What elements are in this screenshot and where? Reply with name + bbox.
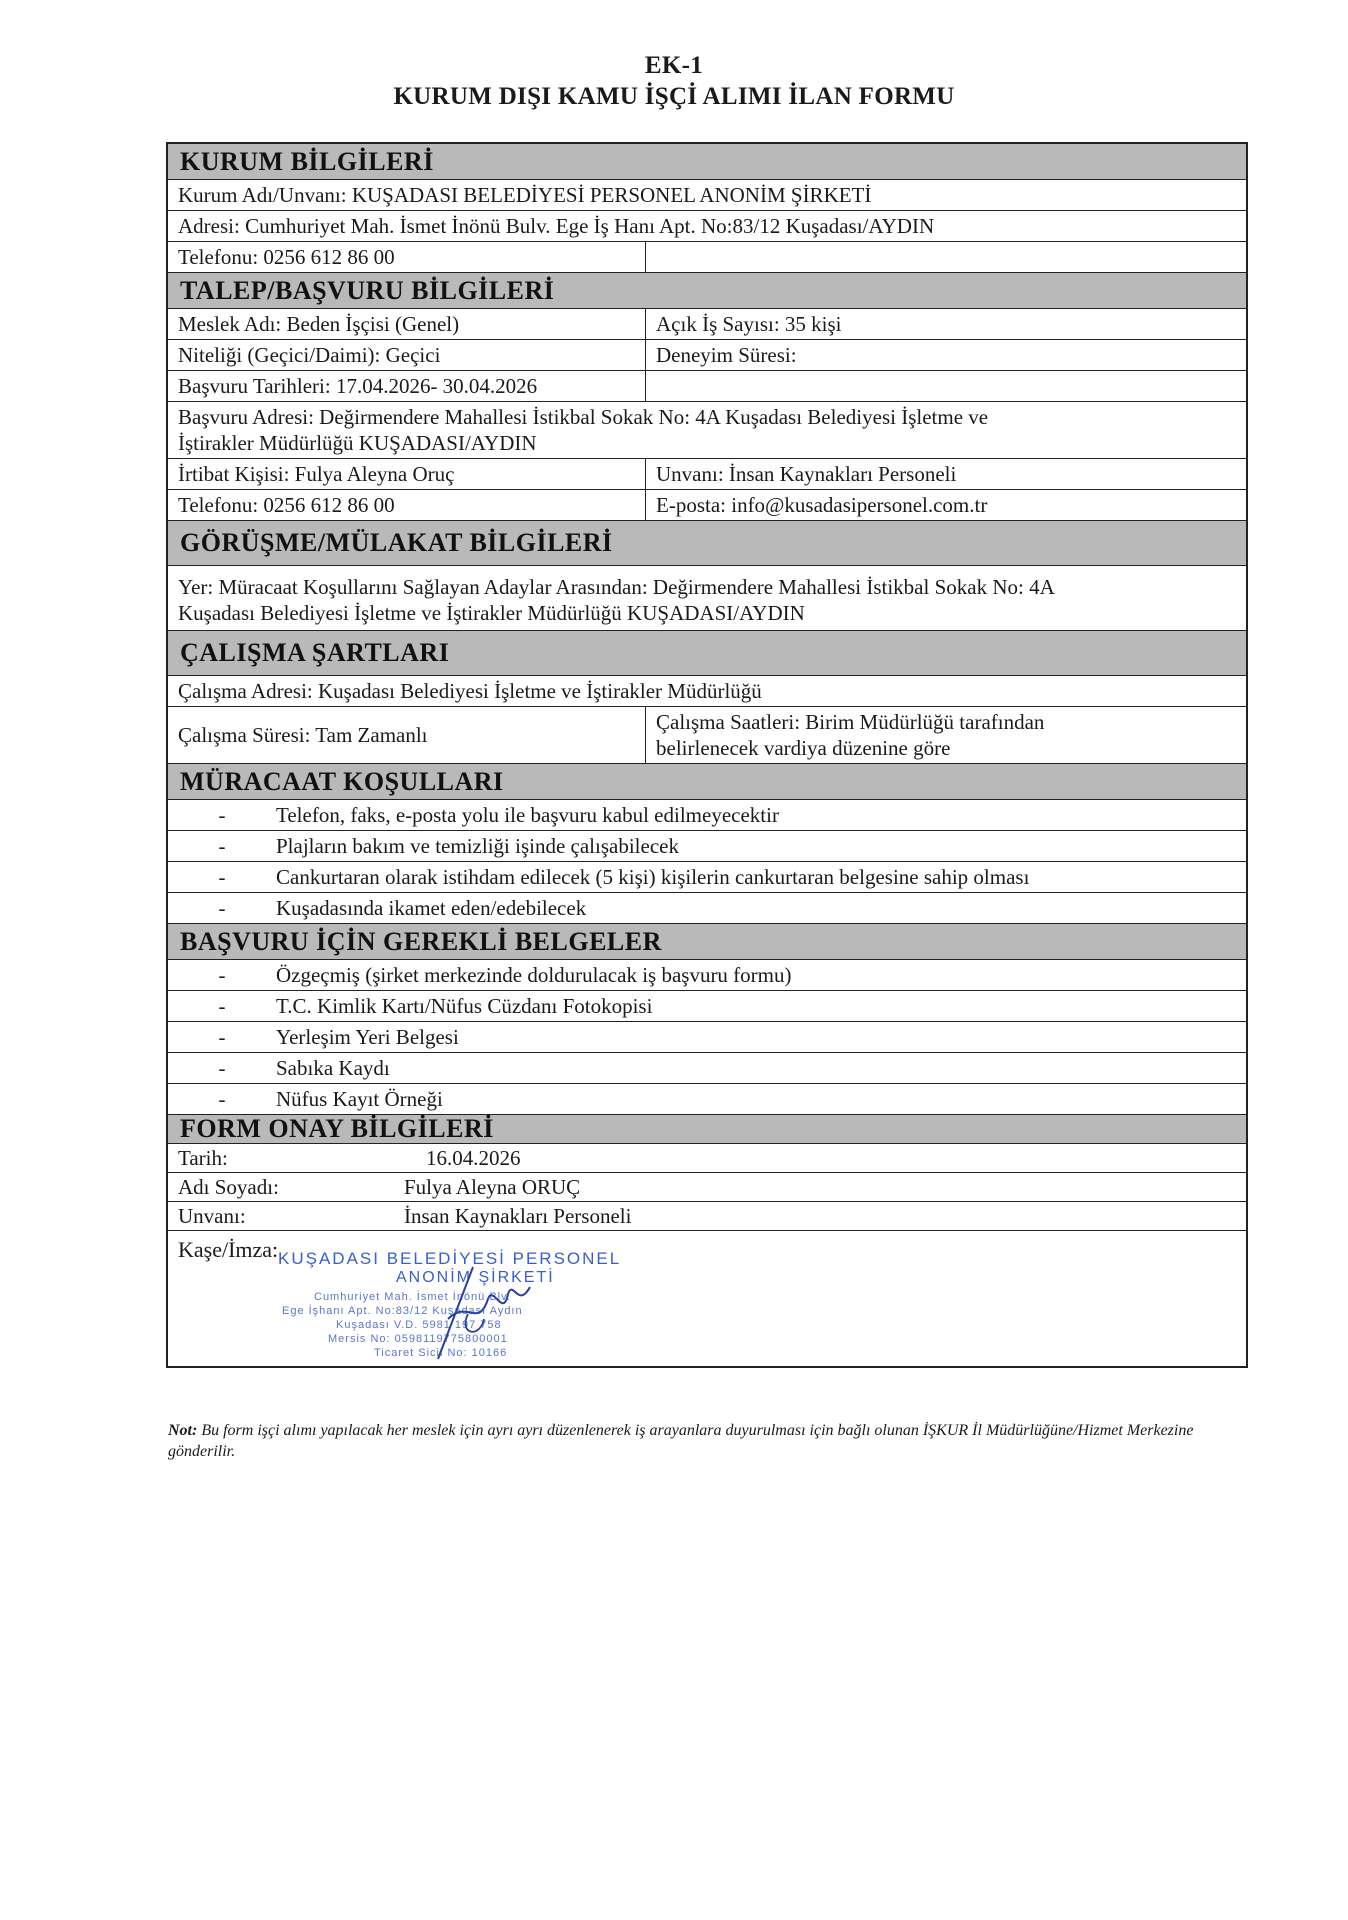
list-item: - Cankurtaran olarak istihdam edilecek (5 kişi) kişilerin cankurtaran belgesine sahip olması — [168, 862, 1246, 893]
stamp-line1: KUŞADASI BELEDİYESİ PERSONEL — [278, 1249, 622, 1268]
document-code: EK-1 — [644, 52, 704, 79]
section-onay-heading: FORM ONAY BİLGİLERİ — [168, 1115, 1246, 1144]
stamp-small4: Mersis No: 0598119775800001 — [328, 1333, 508, 1345]
gorusme-yer-row — [168, 566, 1246, 631]
onay-tarih-label: Tarih: — [178, 1146, 228, 1170]
calisma-adresi: Çalışma Adresi: Kuşadası Belediyesi İşletme ve İştirakler Müdürlüğü — [178, 679, 762, 703]
kurum-name-row — [168, 180, 1246, 211]
kurum-phone-row — [168, 242, 1246, 273]
stamp-line2: ANONİM ŞİRKETİ — [396, 1269, 555, 1286]
gorusme-yer-line1: Yer: Müracaat Koşullarını Sağlayan Adaylar Arasından: Değirmendere Mahallesi İstikbal Sokak No: 4A — [178, 575, 1055, 599]
belge-item-2: T.C. Kimlik Kartı/Nüfus Cüzdanı Fotokopisi — [276, 994, 653, 1018]
list-item: - T.C. Kimlik Kartı/Nüfus Cüzdanı Fotokopisi — [168, 991, 1246, 1022]
kurum-address: Adresi: Cumhuriyet Mah. İsmet İnönü Bulv. Ege İş Hanı Apt. No:83/12 Kuşadası/AYDIN — [178, 214, 935, 238]
section-belgeler-heading: BAŞVURU İÇİN GEREKLİ BELGELER — [168, 924, 1246, 960]
kurum-phone: Telefonu: 0256 612 86 00 — [168, 242, 646, 272]
document-header — [0, 50, 1348, 112]
kurum-address-row — [168, 211, 1246, 242]
stamp-small1: Cumhuriyet Mah. İsmet İnönü Blv. — [314, 1291, 511, 1303]
list-item: - Plajların bakım ve temizliği işinde çalışabilecek — [168, 831, 1246, 862]
list-item: - Sabıka Kaydı — [168, 1053, 1246, 1084]
footer-note — [168, 1420, 1228, 1462]
belge-item-5: Nüfus Kayıt Örneği — [276, 1087, 443, 1111]
talep-tarih-row — [168, 371, 1246, 402]
onay-ad-row — [168, 1173, 1246, 1202]
irtibat-unvan: Unvanı: İnsan Kaynakları Personeli — [656, 462, 957, 486]
onay-unvan-row — [168, 1202, 1246, 1231]
onay-tarih-row — [168, 1144, 1246, 1173]
basvuru-tarihleri-empty — [646, 371, 1246, 401]
section-muracaat-heading: MÜRACAAT KOŞULLARI — [168, 764, 1246, 800]
kurum-phone-empty — [646, 242, 1246, 272]
stamp-small3: Kuşadası V.D. 5981 197 758 — [336, 1319, 502, 1331]
list-item: - Özgeçmiş (şirket merkezinde doldurulacak iş başvuru formu) — [168, 960, 1246, 991]
belgeler-list — [168, 960, 1246, 1115]
calisma-sure-row — [168, 707, 1246, 764]
kurum-name: Kurum Adı/Unvanı: KUŞADASI BELEDİYESİ PERSONEL ANONİM ŞİRKETİ — [178, 183, 872, 207]
document-title: KURUM DIŞI KAMU İŞÇİ ALIMI İLAN FORMU — [393, 83, 955, 110]
list-item: - Telefon, faks, e-posta yolu ile başvuru kabul edilmeyecektir — [168, 800, 1246, 831]
stamp-small5: Ticaret Sicil No: 10166 — [374, 1347, 508, 1359]
list-item: - Nüfus Kayıt Örneği — [168, 1084, 1246, 1115]
meslek-adi: Meslek Adı: Beden İşçisi (Genel) — [168, 309, 646, 339]
basvuru-adresi-line1: Başvuru Adresi: Değirmendere Mahallesi İstikbal Sokak No: 4A Kuşadası Belediyesi İşletme ve — [178, 405, 989, 429]
section-calisma-heading: ÇALIŞMA ŞARTLARI — [168, 631, 1246, 676]
talep-telefon: Telefonu: 0256 612 86 00 — [168, 490, 646, 520]
deneyim-suresi: Deneyim Süresi: — [656, 343, 797, 367]
calisma-adres-row — [168, 676, 1246, 707]
section-gorusme-heading: GÖRÜŞME/MÜLAKAT BİLGİLERİ — [168, 521, 1246, 566]
onay-tarih-value: 16.04.2026 — [426, 1146, 521, 1170]
onay-ad-value: Fulya Aleyna ORUÇ — [404, 1175, 581, 1199]
kase-imza-area — [168, 1231, 1246, 1366]
talep-irtibat-row — [168, 459, 1246, 490]
section-kurum-heading: KURUM BİLGİLERİ — [168, 144, 1246, 180]
basvuru-adresi — [168, 402, 1246, 458]
belge-item-3: Yerleşim Yeri Belgesi — [276, 1025, 459, 1049]
note-text: Bu form işçi alımı yapılacak her meslek için ayrı ayrı düzenlenerek iş arayanlara duyurulması için bağlı olunan İŞKUR İl Müdürlüğüne/Hizmet Merkezine gönderilir. — [168, 1422, 1194, 1460]
talep-eposta: E-posta: info@kusadasipersonel.com.tr — [656, 493, 988, 517]
list-item: - Kuşadasında ikamet eden/edebilecek — [168, 893, 1246, 924]
talep-iletisim-row — [168, 490, 1246, 521]
muracaat-item-2: Plajların bakım ve temizliği işinde çalışabilecek — [276, 834, 679, 858]
muracaat-item-3: Cankurtaran olarak istihdam edilecek (5 kişi) kişilerin cankurtaran belgesine sahip olması — [276, 865, 1030, 889]
note-label: Not: — [168, 1422, 198, 1439]
talep-meslek-row — [168, 309, 1246, 340]
calisma-suresi: Çalışma Süresi: Tam Zamanlı — [168, 707, 646, 763]
signature-icon — [418, 1259, 538, 1364]
acik-is-sayisi: Açık İş Sayısı: 35 kişi — [656, 312, 842, 336]
muracaat-item-1: Telefon, faks, e-posta yolu ile başvuru kabul edilmeyecektir — [276, 803, 779, 827]
onay-unvan-label: Unvanı: — [178, 1204, 246, 1228]
section-talep-heading: TALEP/BAŞVURU BİLGİLERİ — [168, 273, 1246, 309]
talep-adres-row — [168, 402, 1246, 459]
stamp-small2: Ege İşhanı Apt. No:83/12 Kuşadası Aydın — [282, 1305, 523, 1317]
gorusme-yer — [168, 566, 1246, 630]
company-stamp — [278, 1249, 658, 1364]
irtibat-kisisi: İrtibat Kişisi: Fulya Aleyna Oruç — [168, 459, 646, 489]
muracaat-item-4: Kuşadasında ikamet eden/edebilecek — [276, 896, 587, 920]
nitelik: Niteliği (Geçici/Daimi): Geçici — [168, 340, 646, 370]
calisma-saatleri-line2: belirlenecek vardiya düzenine göre — [656, 736, 951, 760]
kase-imza-label: Kaşe/İmza: — [178, 1237, 279, 1262]
onay-ad-label: Adı Soyadı: — [178, 1175, 279, 1199]
application-form — [166, 142, 1248, 1368]
onay-unvan-value: İnsan Kaynakları Personeli — [404, 1204, 632, 1228]
belge-item-4: Sabıka Kaydı — [276, 1056, 390, 1080]
talep-nitelik-row — [168, 340, 1246, 371]
basvuru-tarihleri: Başvuru Tarihleri: 17.04.2026- 30.04.2026 — [168, 371, 646, 401]
gorusme-yer-line2: Kuşadası Belediyesi İşletme ve İştirakler Müdürlüğü KUŞADASI/AYDIN — [178, 601, 805, 625]
belge-item-1: Özgeçmiş (şirket merkezinde doldurulacak iş başvuru formu) — [276, 963, 792, 987]
basvuru-adresi-line2: İştirakler Müdürlüğü KUŞADASI/AYDIN — [178, 431, 537, 455]
calisma-saatleri — [646, 707, 1246, 763]
list-item: - Yerleşim Yeri Belgesi — [168, 1022, 1246, 1053]
muracaat-list — [168, 800, 1246, 924]
calisma-saatleri-line1: Çalışma Saatleri: Birim Müdürlüğü tarafından — [656, 710, 1045, 734]
